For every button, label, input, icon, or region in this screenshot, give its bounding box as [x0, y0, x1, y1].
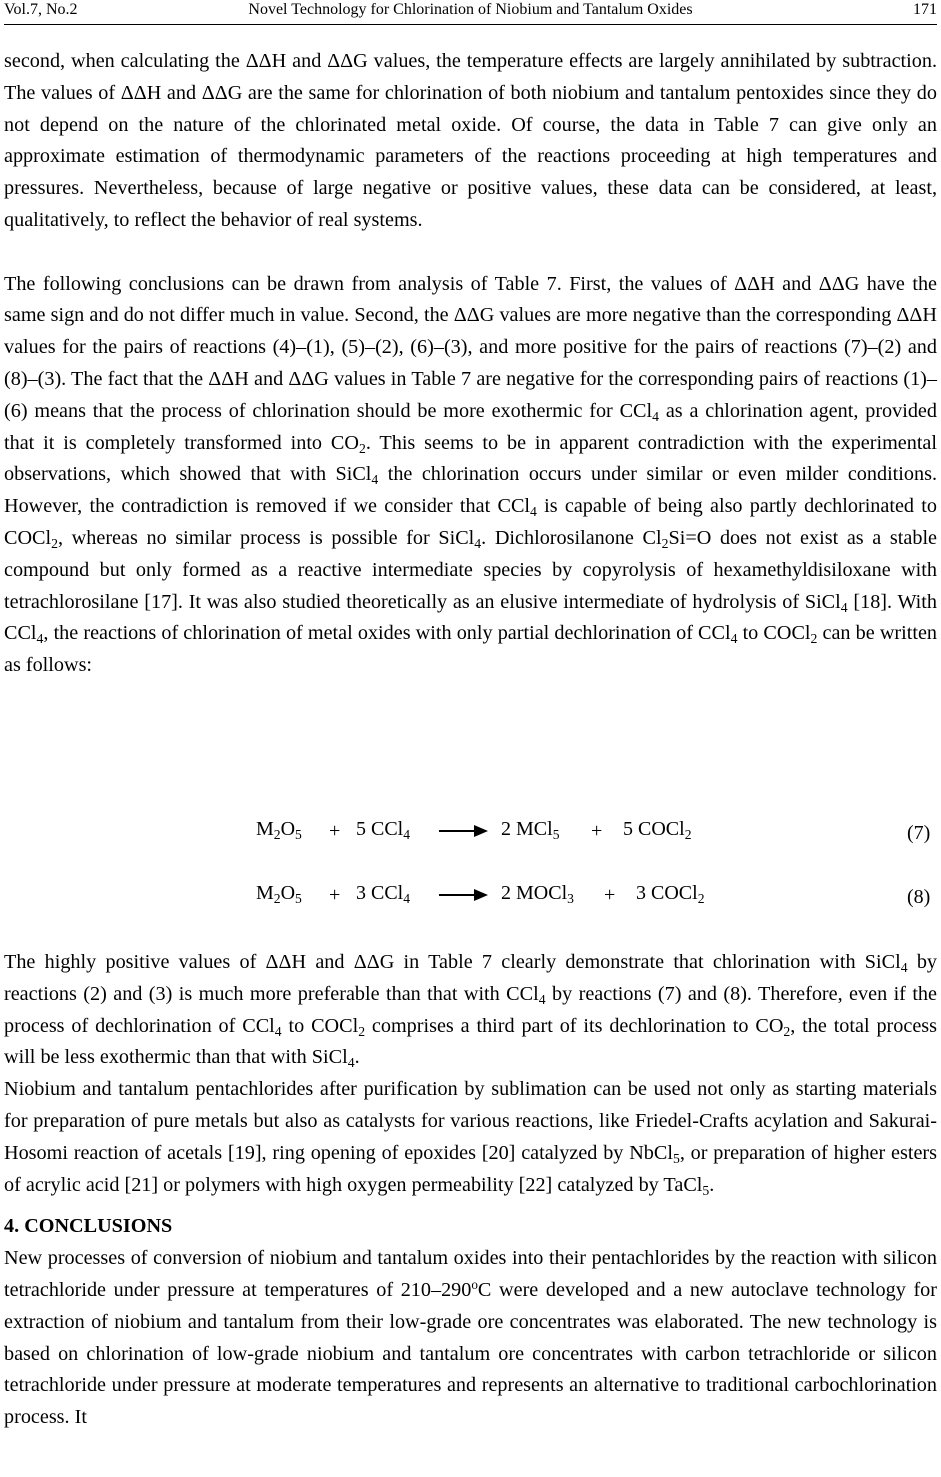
- eq7-reactant-oxide: $M_2O_5$: [256, 818, 302, 842]
- equation-7: [0, 814, 941, 854]
- paragraph-1: second, when calculating the ΔΔH and ΔΔG values, the temperature effects are largely annihilated by subtraction. The values of ΔΔH and ΔΔG are the same for chlorination of both niobium and tantalum pentoxides since they do not depend on the nature of the chlorinated metal oxide. Of course, the data in Table 7 can give only an approximate estimation of thermodynamic parameters of the reactions proceeding at high temperatures and pressures. Nevertheless, because of large negative or positive values, these data can be considered, at least, qualitatively, to reflect the behavior of real systems.: [4, 50, 937, 231]
- body-text-upper: [4, 46, 937, 682]
- eq8-product-1: 2 MOCl$_3$: [501, 882, 574, 906]
- eq7-plus-2: +: [591, 820, 603, 842]
- eq8-reactant-ccl4: 3 CCl$_4$: [356, 882, 411, 906]
- eq7-arrow-head: [474, 825, 488, 837]
- equation-8: [0, 878, 941, 918]
- eq7-number: (7): [907, 822, 931, 844]
- eq7-plus-1: +: [329, 820, 341, 842]
- eq7-arrow-shaft: [439, 830, 475, 832]
- eq7-product-1: 2 MCl$_5$: [501, 818, 560, 842]
- running-header: [4, 0, 937, 20]
- header-rule: [4, 24, 937, 25]
- section-heading: 4. CONCLUSIONS: [4, 1215, 173, 1238]
- journal-volume: Vol.7, No.2: [4, 1, 78, 18]
- paragraph-2: The following conclusions can be drawn from analysis of Table 7. First, the values of ΔΔH and ΔΔG have the same sign and do not differ much in value. Second, the ΔΔG values are more negative than the corresponding ΔΔH values for the pairs of reactions (4)–(1), (5)–(2), (6)–(3), and more positive for the pairs of reactions (7)–(2) and (8)–(3). The fact that the ΔΔH and ΔΔG values in Table 7 are negative for the corresponding pairs of reactions (1)–(6) means that the process of chlorination should be more exothermic for CCl$_4$ as a chlorination agent, provided that it is completely transformed into $CO_2$. This seems to be in apparent contradiction with the experimental observations, which showed that with SiCl$_4$ the chlorination occurs under similar or even milder conditions. However, the contradiction is removed if we consider that CCl$_4$ is capable of being also partly dechlorinated to COCl$_2$, whereas no similar process is possible for SiCl$_4$. Dichlorosilanone $Cl_2Si=O$ does not exist as a stable compound but only formed as a reactive intermediate species by copyrolysis of hexamethyldisiloxane with tetrachlorosilane [17]. It was also studied theoretically as an elusive intermediate of hydrolysis of SiCl$_4$ [18]. With CCl$_4$, the reactions of chlorination of metal oxides with only partial dechlorination of CCl$_4$ to COCl$_2$ can be written as follows:: [4, 272, 938, 677]
- paragraph-5: New processes of conversion of niobium and tantalum oxides into their pentachlorides by the reaction with silicon tetrachloride under pressure at temperatures of 210–290$^o$C were developed and a new autoclave technology for extraction of niobium and tantalum from their low-grade ore concentrates was elaborated. The new technology is based on chlorination of low-grade niobium and tantalum ore concentrates with carbon tetrachloride or silicon tetrachloride under pressure at moderate temperatures and represents an alternative to traditional carbochlorination process. It: [4, 1247, 937, 1429]
- paragraph-3: The highly positive values of ΔΔH and ΔΔG in Table 7 clearly demonstrate that chlorination with SiCl$_4$ by reactions (2) and (3) is much more preferable than that with CCl$_4$ by reactions (7) and (8). Therefore, even if the process of dechlorination of CCl$_4$ to COCl$_2$ comprises a third part of its dechlorination to $CO_2$, the total process will be less exothermic than that with SiCl$_4$.: [4, 951, 937, 1071]
- body-text-lower: [4, 947, 937, 1434]
- eq8-plus-2: +: [604, 884, 616, 906]
- eq8-product-2: 3 COCl$_2$: [636, 882, 705, 906]
- eq8-arrow-shaft: [439, 894, 475, 896]
- eq8-reactant-oxide: $M_2O_5$: [256, 882, 302, 906]
- eq8-arrow-head: [474, 889, 488, 901]
- page-number: 171: [913, 1, 937, 18]
- eq8-plus-1: +: [329, 884, 341, 906]
- eq8-number: (8): [907, 886, 931, 908]
- eq7-reactant-ccl4: 5 CCl$_4$: [356, 818, 411, 842]
- running-title: Novel Technology for Chlorination of Niobium and Tantalum Oxides: [248, 1, 693, 18]
- eq7-product-2: 5 COCl$_2$: [623, 818, 692, 842]
- paragraph-4: Niobium and tantalum pentachlorides after purification by sublimation can be used not only as starting materials for preparation of pure metals but also as catalysts for various reactions, like Friedel-Crafts acylation and Sakurai-Hosomi reaction of acetals [19], ring opening of epoxides [20] catalyzed by NbCl$_5$, or preparation of higher esters of acrylic acid [21] or polymers with high oxygen permeability [22] catalyzed by TaCl$_5$.: [4, 1078, 937, 1198]
